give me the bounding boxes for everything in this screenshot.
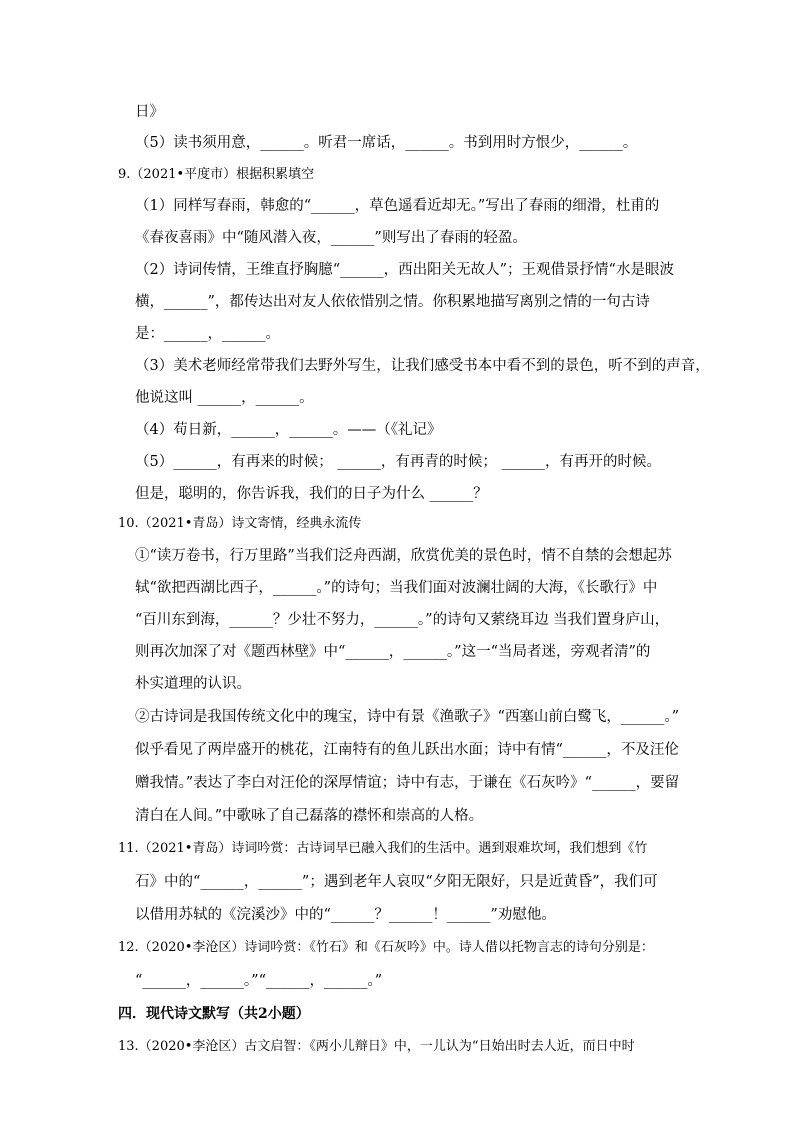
text-line: 但是，聪明的，你告诉我，我们的日子为什么 ______？ [135,486,488,502]
text-line: “百川东到海，______？少壮不努力，______。”的诗句又萦绕耳边 当我们置身庐山， [135,612,670,628]
question-13-heading: 13.（2020•李沧区）古文启智：《两小儿辩日》中，一儿认为“日始出时去人近，而日中时 [118,1039,635,1054]
text-line: 赠我情。”表达了李白对汪伦的深厚情谊；诗中有志，于谦在《石灰吟》“______，要留 [135,775,680,791]
text-line: （1）同样写春雨，韩愈的“______，草色遥看近却无。”写出了春雨的细滑，杜甫的 [135,198,660,214]
text-line: 是：______，______。 [135,326,280,342]
text-line: 轼“欲把西湖比西子，______。”的诗句；当我们面对波澜壮阔的大海，《长歌行》中 [135,580,658,596]
text-line: （5）读书须用意，______。听君一席话，______。书到用时方恨少，______。 [135,135,638,151]
text-line: 则再次加深了对《题西林壁》中“______，______。”这一“当局者迷，旁观者清”的 [135,644,651,660]
text-line: ①“读万卷书，行万里路”当我们泛舟西湖，欣赏优美的景色时，情不自禁的会想起苏 [135,548,672,564]
text-line: （3）美术老师经常带我们去野外写生，让我们感受书本中看不到的景色，听不到的声音， [135,358,710,374]
text-line: 他说这叫 ______，______。 [135,390,314,406]
text-line: （5）______，有再来的时候； ______，有再青的时候； ______，有再开的时候。 [135,454,661,470]
text-line: 以借用苏轼的《浣溪沙》中的“______？______！______”劝慰他。 [135,907,556,923]
text-line: 《春夜喜雨》中“随风潜入夜，______”则写出了春雨的轻盈。 [135,230,527,246]
question-12-heading: 12.（2020•李沧区）诗词吟赏：《竹石》和《石灰吟》中。诗人借以托物言志的诗句分别是： [118,940,654,955]
text-line: 似乎看见了两岸盛开的桃花，江南特有的鱼儿跃出水面；诗中有情“______，不及汪伦 [135,742,679,758]
question-9-heading: 9.（2021•平度市）根据积累填空 [118,167,315,182]
text-line: 日》 [135,104,164,120]
text-line: 清白在人间。”中歌咏了自己磊落的襟怀和崇高的人格。 [135,808,484,824]
text-line: “______，______。”“______，______。” [135,973,383,989]
text-line: 朴实道理的认识。 [135,676,251,692]
question-10-heading: 10.（2021•青岛）诗文寄情，经典永流传 [118,516,362,531]
question-11-heading: 11.（2021•青岛）诗词吟赏：古诗词早已融入我们的生活中。遇到艰难坎坷，我们想到《竹 [118,841,648,856]
text-line: （2）诗词传情，王维直抒胸臆“______，西出阳关无故人”；王观借景抒情“水是眼波 [135,262,674,278]
text-line: （4）苟日新，______，______。——（《礼记》 [135,422,442,438]
text-line: 石》中的“______，______”；遇到老年人哀叹“夕阳无限好，只是近黄昏”，我们可 [135,874,658,890]
text-line: 横，______”，都传达出对友人依依惜别之情。你积累地描写离别之情的一句古诗 [135,294,650,310]
text-line: ②古诗词是我国传统文化中的瑰宝，诗中有景《渔歌子》“西塞山前白鹭飞，______。” [135,709,680,725]
section-heading: 四．现代诗文默写（共2小题） [118,1006,310,1022]
